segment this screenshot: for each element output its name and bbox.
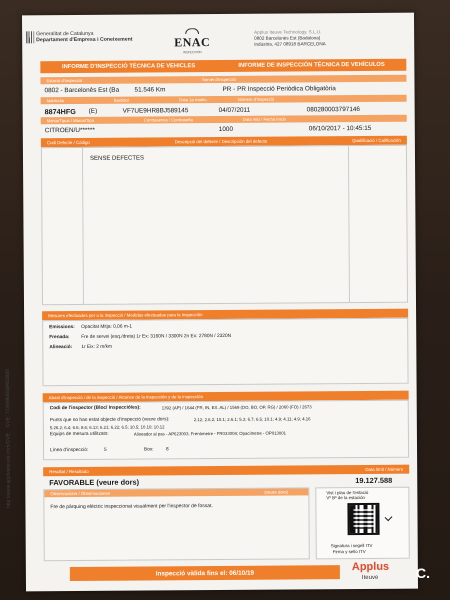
result-number: 19.127.588 — [355, 475, 393, 486]
make-value: CITROEN/U****** — [44, 126, 95, 135]
inspection-report-sheet — [4, 13, 418, 592]
box-value: 8 — [166, 447, 169, 453]
emissions-label: Emissions: — [49, 325, 75, 331]
result-header — [43, 465, 409, 477]
alignment-label: Alineació: — [49, 345, 73, 351]
inspector-code-value: 1392 (AP) / 1644 (FR, IN, EX, AL) / 1569 (DO, BO, OP, RG) / 2060 (FO) / 2673 — [161, 404, 312, 411]
row2-labels — [41, 95, 407, 105]
first-reg-value: 04/07/2011 — [218, 106, 251, 115]
enac-wordmark: ENAC — [174, 35, 211, 50]
box-label: Box: — [144, 447, 154, 453]
points-label: Punts que no han estat objecte d'inspecció (veure dors): — [49, 417, 170, 424]
label-inspection-no: Número d'inspecció — [237, 96, 275, 102]
alignment-value: 1r Eix: 2 m/km — [81, 344, 112, 350]
result-value: FAVORABLE (veure dors) — [49, 477, 140, 488]
inspector-code-label: Codi de l'inspector (Bloc/ Inspecció/es): — [49, 405, 141, 412]
inspection-no-value: 080280003797146 — [306, 106, 361, 114]
validity-text: Inspecció vàlida fins el: 06/10/19 — [155, 569, 255, 577]
applus-header — [254, 29, 326, 47]
stamp-label-1: Vist i plau de l'estació — [326, 489, 369, 496]
country-value: (E) — [88, 107, 98, 115]
gencat-logo-icon — [26, 31, 34, 43]
vin-value: VF7UE9HR8BJ589145 — [122, 107, 189, 115]
plate-value: 8874HFG — [44, 107, 76, 117]
side-code: CVE: 7728960003R03800 — [4, 368, 12, 428]
line-label: Línea d'inspecció: — [50, 447, 89, 454]
applus-company: Applus Iteuve Technology, S.L.U. — [254, 29, 322, 35]
obs-label: Observacions / Observaciones — [50, 490, 111, 497]
measures-box — [42, 318, 408, 387]
code-value: 1000 — [218, 125, 234, 134]
brakes-value: Fre de servei (esq./dreta) 1r Ex: 3160N / 3300N 2n Ex: 2780N / 2320N — [81, 333, 232, 340]
enac-sub: INSPECCIÓN — [182, 50, 202, 55]
emissions-value: Opacitat Mitja: 0,06 m-1 — [81, 324, 133, 330]
applus-station: 0802 Barcelonès Est (Badalona) — [254, 35, 321, 41]
equip-label: Equips de mesura utilitzats: — [49, 431, 109, 438]
equip-value: Alineador al pas - AP623003; Frenòmetre - FR033004; Opacímetre - OP013001 — [133, 430, 287, 437]
label-make: Marca/Tipus / Marca/Tipo — [46, 117, 94, 124]
inspector-head: Abast d'inspecció i de la inspecció / Alcance de la inspección y de la inspección — [48, 394, 204, 401]
sign-label-2: Firma y sello ITV — [332, 548, 366, 555]
validity-bar — [70, 565, 340, 581]
defects-text: SENSE DEFECTES — [89, 155, 145, 162]
sign-label-1: Signatura i segell ITV — [330, 542, 373, 549]
stamp-label-2: Vº Bº de la estación — [326, 494, 365, 501]
enac-logo — [172, 28, 212, 54]
result-head-left: Resultat / Resultado — [49, 468, 89, 475]
label-plate: Matrícula — [46, 98, 64, 104]
points-line-1: 2.12; 2.6.2; 10.1; 2.6.1; 5.3; 6.7; 6.5; 10.1; 4.9; 4.11; 4.9; 4.16 — [193, 416, 311, 423]
side-cve-text — [5, 369, 12, 508]
label-station: Estació d'Inspecció — [46, 77, 83, 84]
service-value: PR - PR Inspecció Periòdica Obligatòria — [222, 85, 336, 93]
brakes-label: Frenada: — [49, 335, 70, 341]
gencat-name: Generalitat de Catalunya — [36, 30, 94, 38]
start-value: 06/10/2017 - 10:45:15 — [308, 124, 372, 133]
row1-labels — [40, 75, 406, 85]
measures-head: Mesures efectuades per a la inspecció / Medidas efectuadas para la inspección — [48, 312, 203, 319]
report-title-bar — [40, 59, 406, 74]
label-service: Servei d'inspecció — [202, 76, 236, 83]
label-vin: Bastidor — [113, 97, 130, 103]
title-catalan: INFORME D'INSPECCIÓ TÈCNICA DE VEHICLES — [61, 63, 196, 71]
defects-head-desc: Descripció del defecte / Descripción del defecto — [174, 138, 268, 145]
obs-note: (veure dors) — [264, 489, 289, 495]
title-spanish: INFORME DE INSPECCIÓN TÉCNICA DE VEHÍCULOS — [238, 61, 385, 69]
gencat-department: Departament d'Empresa i Coneixement — [36, 36, 133, 44]
defects-divider-left — [82, 148, 84, 304]
label-code: Contrasenya / Contraseña — [143, 117, 193, 123]
side-url: http://www.applusiteuve.com/CVE — [5, 432, 12, 508]
row3-labels — [41, 115, 407, 125]
km-value: 51.546 Km — [134, 86, 166, 94]
applus-logo-sub: Iteuve — [361, 574, 379, 582]
defects-box — [41, 145, 408, 306]
gencat-header — [36, 31, 132, 44]
applus-logo: Applus — [351, 560, 390, 574]
defects-head-qual: Qualificació / Calificación — [352, 137, 401, 144]
crown-icon — [185, 28, 199, 34]
result-head-right: Data límit / Número — [365, 466, 404, 472]
observations-header — [44, 488, 308, 497]
line-value: 5 — [104, 447, 107, 453]
corner-mark: C. — [416, 565, 430, 581]
observations-box — [43, 487, 309, 561]
obs-text: Fre de pàrquing elèctric inspeccionat visualment per l'inspector de fossat. — [50, 503, 213, 511]
defects-head-code: Codi Defecte / Código — [46, 139, 90, 146]
label-first-reg: Data 1a matric. — [179, 97, 208, 103]
applus-address: Indústria, 427 08918 BARCELONA — [254, 41, 326, 47]
label-start: Data inici / Fecha inicio — [242, 116, 286, 122]
station-value: 0802 - Barcelonès Est (Ba — [44, 86, 120, 95]
points-line-2: 5.26.2; 6.4; 6.6; 8.6; 6.13; 6.21; 6.22; 6.5; 10.5; 10.10; 10.12 — [49, 424, 165, 431]
defects-divider-right — [348, 146, 350, 302]
inspector-box — [43, 400, 409, 461]
qr-code-icon — [347, 503, 379, 535]
